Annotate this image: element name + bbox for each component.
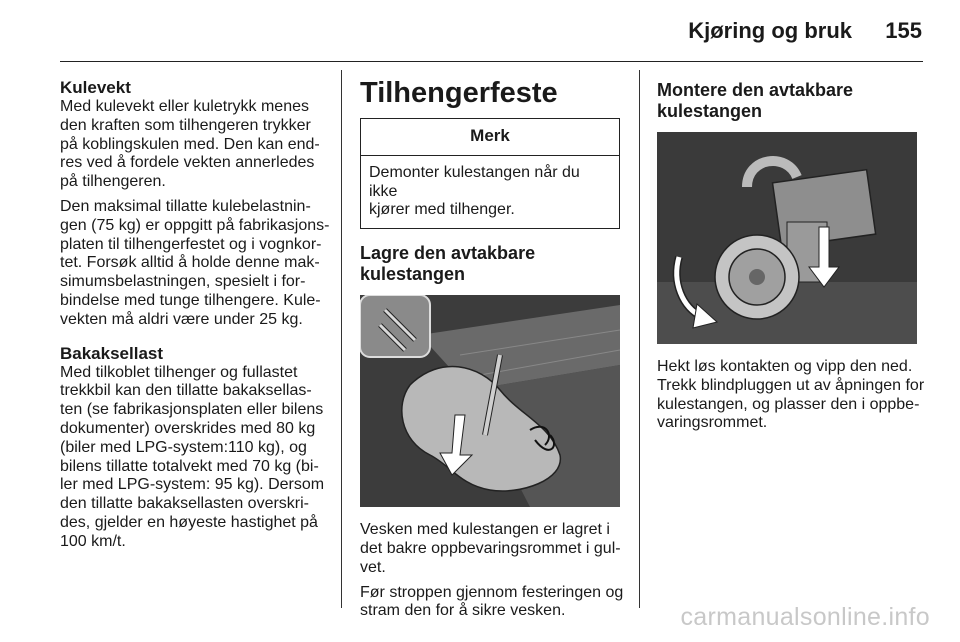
lagre-paragraph-1: Vesken med kulestangen er lagret i det bakre oppbevaringsrommet i gul- vet. (360, 521, 621, 576)
bakaksel-paragraph-1: Med tilkoblet tilhenger og fullastet trekkbil kan den tillatte bakaksellas- ten (se fabrikasjonsplaten eller bilens dokumenter) overskrides med 80 kg (biler med LPG-system:110 kg), og bilens tillatte totalvekt med 70 kg (bi- ler med LPG-system: 95 kg). Dersom den tillatte bakaksellasten overskri- des, gjelder en høyeste hastighet på 100 km/t. (60, 363, 325, 550)
montere-heading: Montere den avtakbare kulestangen (657, 80, 854, 121)
column-divider-2 (639, 70, 640, 608)
main-heading: Tilhengerfeste (360, 77, 558, 109)
note-title: Merk (361, 119, 619, 156)
note-text: Demonter kulestangen når du ikke kjører med tilhenger. (369, 163, 580, 219)
storage-bag-illustration (360, 295, 620, 507)
left-column (60, 78, 335, 558)
ball-bar-illustration (657, 132, 917, 344)
ball-bar-drawing (657, 132, 917, 344)
header-rule (60, 61, 923, 62)
storage-bag-drawing (360, 295, 620, 507)
right-column (657, 80, 927, 439)
bakaksel-heading: Bakaksellast (60, 343, 164, 363)
page-number: 155 (885, 18, 922, 43)
lagre-heading: Lagre den avtakbare kulestangen (360, 243, 536, 285)
lagre-paragraph-2: Før stroppen gjennom festeringen og stram den for å sikre vesken. (360, 583, 624, 620)
watermark: carmanualsonline.info (680, 603, 930, 631)
column-divider-1 (341, 70, 342, 608)
section-title: Kjøring og bruk (688, 18, 852, 43)
kulevekt-heading: Kulevekt (60, 78, 131, 97)
kulevekt-paragraph-1: Med kulevekt eller kuletrykk menes den kraften som tilhengeren trykker på koblingskulen med. Den kan end- res ved å fordele vekten annerledes på tilhengeren. (60, 98, 320, 191)
middle-column (360, 76, 628, 627)
montere-paragraph-1: Hekt løs kontakten og vipp den ned. Trekk blindpluggen ut av åpningen for kulestangen, og plasser den i oppbe- varingsrommet. (657, 358, 925, 432)
note-box (360, 118, 620, 229)
kulevekt-paragraph-2: Den maksimal tillatte kulebelastnin- gen (75 kg) er oppgitt på fabrikasjons- platen til tilhengerfestet og i vognkor- tet. Forsøk alltid å holde denne mak- simumsbelastningen, spesielt i for- bindelse med tunge tilhengere. Kule- vekten må aldri være under 25 kg. (60, 197, 330, 328)
